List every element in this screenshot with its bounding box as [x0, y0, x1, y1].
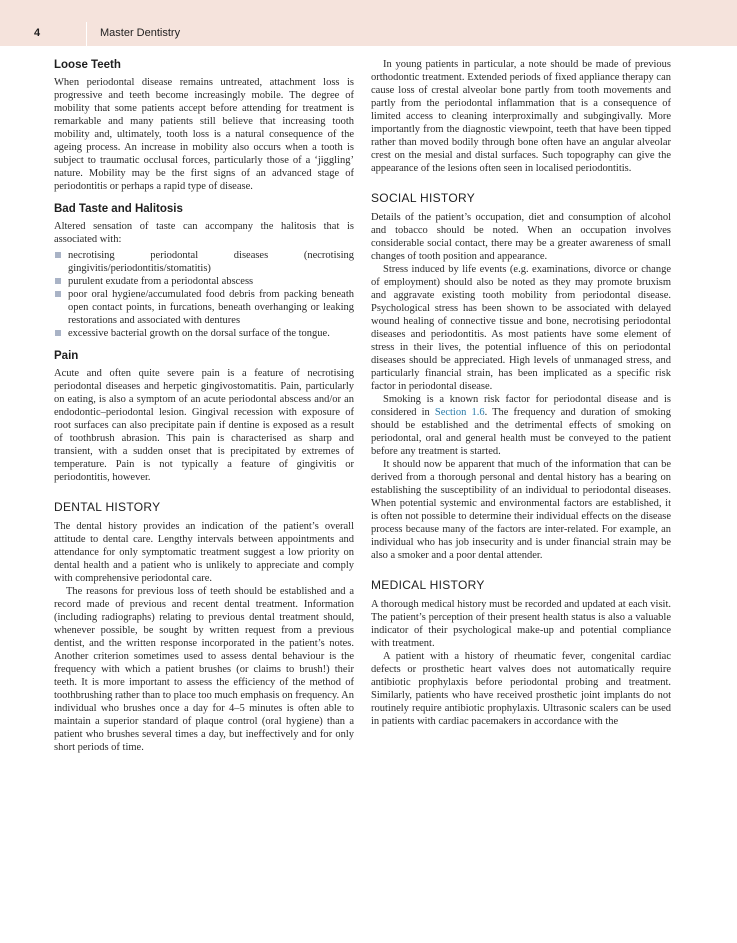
book-title: Master Dentistry — [100, 27, 181, 39]
smoking-text-b: . The frequency and duration of smoking should be established and the detrimental effects of smoking on periodontal, oral and general health must be conveyed to the patient before any treatment is started. — [371, 407, 672, 457]
section-1-6-link[interactable]: Section 1.6 — [434, 407, 485, 418]
medical-history-paragraph-2: A patient with a history of rheumatic fever, congenital cardiac defects or prosthetic heart valves does not automatically require antibiotic prophylaxis before periodontal probing and treatment. Similarly, patients who have received prosthetic joint implants do not routinely require antibiotic prophylaxis. Ultrasonic scalers can be used in patients with cardiac pacemakers in accordance with the — [371, 651, 671, 727]
social-history-paragraph-1: Details of the patient’s occupation, diet and consumption of alcohol and tobacco should be noted. When an occupation involves considerable social contact, there may be a greater awareness of small changes of tooth position and appearance. — [371, 212, 671, 262]
social-history-paragraph-2: Stress induced by life events (e.g. examinations, divorce or change of employment) should also be noted as they may promote bruxism and aggravate existing tooth mobility from periodontal disease. Psychological stress has been shown to be associated with delayed wound healing of connective tissue and bone, necrotising periodontal diseases and periodontitis. As most patients have some element of stress in their lives, the potential influence of this on periodontal diseases should be appreciated. High levels of unmanaged stress, and particularly financial strain, has been implicated as a specific risk factor in periodontal disease. — [371, 264, 671, 392]
bad-taste-heading: Bad Taste and Halitosis — [54, 203, 183, 215]
medical-history-paragraph-1: A thorough medical history must be recorded and updated at each visit. The patient’s perception of their present health status is also a valuable indicator of their psychological make-up and potential compliance with treatment. — [371, 599, 671, 649]
dental-history-heading: DENTAL HISTORY — [54, 500, 161, 514]
dental-history-paragraph-1: The dental history provides an indication of the patient’s overall attitude to dental care. Lengthy intervals between appointments and attendance for only symptomatic treatment suggest a low priority on dental health and a patient who is unlikely to appreciate and comply with comprehensive periodontal care. — [54, 521, 354, 584]
bullet-square-icon — [55, 252, 61, 258]
social-history-heading: SOCIAL HISTORY — [371, 191, 476, 205]
loose-teeth-heading: Loose Teeth — [54, 59, 121, 71]
medical-history-heading: MEDICAL HISTORY — [371, 578, 485, 592]
header-divider — [86, 22, 87, 46]
list-item — [54, 288, 354, 327]
pain-paragraph: Acute and often quite severe pain is a feature of necrotising periodontal diseases and herpetic gingivostomatitis. Pain, particularly on eating, is also a symptom of an acute periodontal abscess and/or an endodontic–periodontal lesion. Gingival recession with exposure of root surfaces can also precipitate pain if dentine is exposed as a result of toothbrush abrasion. This pain is characterised as sharp and transient, with a sudden onset that is precipitated by extremes of temperature. Pain is not typically a feature of gingivitis or periodontitis, however. — [54, 368, 354, 483]
orthodontic-paragraph: In young patients in particular, a note should be made of previous orthodontic treatment. Extended periods of fixed appliance therapy can cause loss of crestal alveolar bone partly from tooth movements and partly from the periodontal inflammation that is a consequence of limited access to cleaning interproximally and subgingivally. More importantly from the diagnostic viewpoint, teeth that have been tipped rather than moved bodily through bone often have an angular alveolar crest on the mesial and distal surfaces. Such topography can give the appearance of the lesions often seen in localised periodontitis. — [371, 59, 671, 174]
smoking-text-a: Smoking is a known risk factor for periodontal disease and is considered in — [371, 394, 671, 418]
list-item-text: purulent exudate from a periodontal abscess — [68, 276, 254, 287]
list-item-text: necrotising periodontal diseases (necrotising gingivitis/periodontitis/stomatitis) — [68, 250, 354, 274]
pain-heading: Pain — [54, 350, 79, 362]
page-header — [0, 0, 737, 46]
list-item — [54, 249, 354, 275]
page-number: 4 — [34, 27, 41, 39]
loose-teeth-paragraph: When periodontal disease remains untreated, attachment loss is progressive and teeth become increasingly mobile. The degree of mobility that some patients accept before attending for treatment is remarkable and many patients still believe that increasing tooth mobility and, ultimately, tooth loss is a natural consequence of the ageing process. An increase in mobility also occurs when a tooth is subject to traumatic occlusal forces, particularly those of a ‘jiggling’ nature. Mobility may be the first signs of an advanced stage of periodontitis or perhaps a rapid type of disease. — [54, 77, 354, 192]
list-item-text: excessive bacterial growth on the dorsal surface of the tongue. — [68, 328, 330, 339]
social-history-paragraph-4: It should now be apparent that much of the information that can be derived from a thorough personal and dental history has a bearing on establishing the susceptibility of an individual to periodontal diseases. When potential systemic and environmental factors are established, it is often not possible to determine their individual effects on the disease process because many of the factors are inter-related. For example, an individual who has job insecurity and is under financial strain may be also a smoker and a poor dental attender. — [371, 459, 671, 561]
bad-taste-intro: Altered sensation of taste can accompany the halitosis that is associated with: — [54, 221, 354, 245]
bullet-square-icon — [55, 291, 61, 297]
dental-history-paragraph-2: The reasons for previous loss of teeth should be established and a record made of previous and recent dental treatment. Information (including radiographs) relating to previous dental treatment should, whenever possible, be sought by written request from a previous dentist, and the written response incorporated in the patient’s notes. Another criterion sometimes used to assess dental behaviour is the frequency with which a patient brushes (or claims to brush!) their teeth. It is more important to assess the efficiency of the method of toothbrushing rather than to place too much emphasis on frequency. An individual who brushes once a day for 4–5 minutes is often able to maintain a superior standard of plaque control (oral hygiene) than a patient who brushes several times a day, but ineffectively and for only short periods of time. — [54, 586, 354, 753]
right-column — [371, 58, 671, 728]
bullet-square-icon — [55, 278, 61, 284]
list-item — [54, 327, 354, 340]
left-column — [54, 58, 354, 754]
halitosis-list — [54, 249, 354, 340]
list-item-text: poor oral hygiene/accumulated food debris from packing beneath open contact points, in furcations, beneath overhanging or leaking restorations and associated with dentures — [68, 289, 354, 326]
social-history-paragraph-3 — [371, 393, 671, 458]
list-item — [54, 275, 354, 288]
bullet-square-icon — [55, 330, 61, 336]
